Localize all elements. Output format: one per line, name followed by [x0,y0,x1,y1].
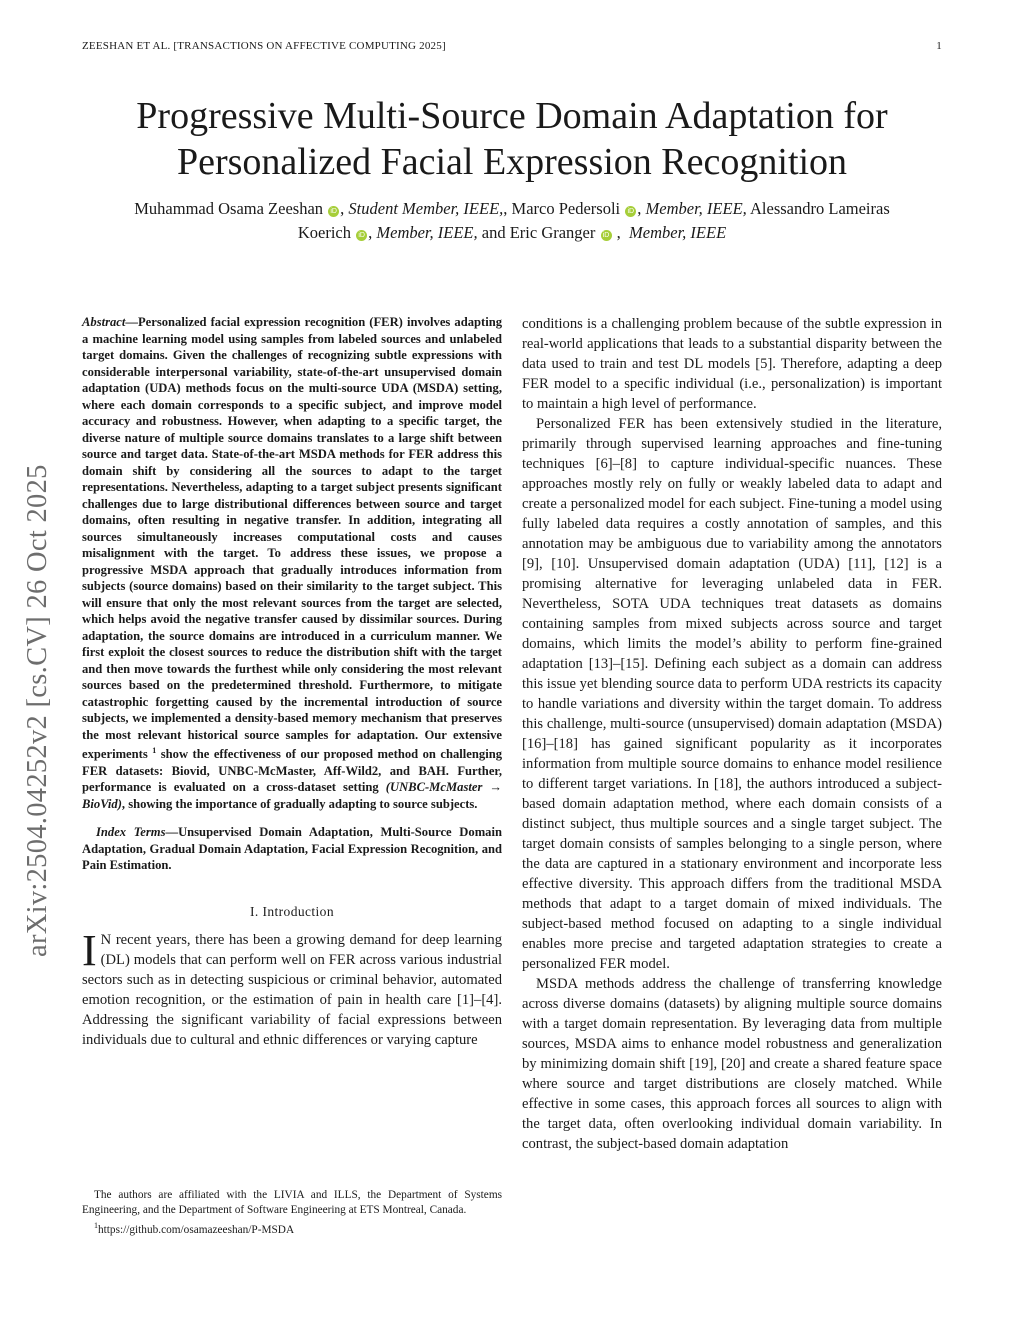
abstract-text: —Personalized facial expression recognition (FER) involves adapting a machine learning model using samples from labeled sources and unlabeled target domains. Given the challenges of recognizing subtle expressions with considerable interpersonal variability, state-of-the-art unsupervised domain adaptation (UDA) methods focus on the multi-source UDA (MSDA) setting, where each domain corresponds to a specific subject, and improve model accuracy and robustness. However, when adapting to a specific target, the diverse nature of multiple source domains translates to a large shift between source and target data. State-of-the-art MSDA methods for FER address this domain shift by considering all the sources to adapt to the target representations. Nevertheless, adapting to a target subject presents significant challenges due to large distributional differences between source and target domains, often resulting in negative transfer. In addition, integrating all sources simultaneously increases computational costs and causes misalignment with the target. To address these issues, we propose a progressive MSDA approach that gradually introduces information from subjects (source domains) based on their similarity to the target subject. This will ensure that only the most relevant sources from the target are selected, which helps avoid the negative transfer caused by dissimilar sources. During adaptation, the source domains are introduced in a curriculum manner. We first exploit the closest sources to reduce the distribution shift with the target and then move towards the furthest while only considering the most relevant sources based on the predetermined threshold. Furthermore, to mitigate catastrophic forgetting caused by the incremental introduction of source subjects, we implemented a density-based memory mechanism that preserves the most relevant historical source samples for adaptation. Our extensive experiments [82,315,502,762]
author-name-2: Marco Pedersoli [511,199,621,218]
footnote-url[interactable]: https://github.com/osamazeeshan/P-MSDA [98,1223,295,1236]
index-terms-label: Index Terms [96,825,166,840]
page-number: 1 [936,40,942,52]
author-conjunction: and [481,223,506,242]
footnote-mark: 1 [94,1221,98,1230]
intro-paragraph-1 [82,925,503,1050]
author-list [60,197,964,245]
footnote-code-link[interactable] [82,1218,502,1238]
right-column [522,314,942,1154]
arxiv-stamp: arXiv:2504.04252v2 [cs.CV] 26 Oct 2025 [22,464,53,957]
footnotes [82,1188,502,1238]
abstract-label: Abstract [82,315,126,329]
title-line-1: Progressive Multi-Source Domain Adaptation for [136,95,888,137]
footnote-marker[interactable]: 1 [152,746,157,755]
orcid-icon[interactable]: iD [328,206,339,217]
running-head: ZEESHAN ET AL. [TRANSACTIONS ON AFFECTIVE COMPUTING 2025] [82,40,446,52]
author-line-2: Koerich iD , Member, IEEE, and Eric Granger iD , Member, IEEE [297,223,727,242]
author-name-4: Eric Granger [509,223,596,242]
intro-text-1: there has been a growing demand for deep learning (DL) models that can perform well on FER across various industrial sectors such as in detecting suspicious or criminal behavior, automated emotion recognition, or the estimation of pain in health care [1]–[4]. Addressing the significant variability of facial expressions between individuals due to cultural and ethnic differences or varying capture [82,931,503,1048]
intro-paragraph-3: MSDA methods address the challenge of transferring knowledge across diverse domains (datasets) by aligning multiple source domains with a target domain representation. By leveraging data from multiple sources, MSDA aims to enhance model robustness and generalization by minimizing domain shift [19], [20] and create a shared feature space where source and target distributions are closely matched. While effective in some cases, this approach forces all sources to align with the target data, often overlooking individual domain variability. In contrast, the subject-based domain adaptation [522,976,942,1152]
cross-dataset-setting: (UNBC-McMaster → BioVid) [82,780,502,811]
author-line-1: Muhammad Osama Zeeshan iD , Student Member, IEEE,, Marco Pedersoli iD , Member, IEEE, Alessandro Lameiras [134,199,890,218]
author-role-3: Member, IEEE, [376,223,478,242]
orcid-icon[interactable]: iD [601,230,612,241]
author-name-1: Muhammad Osama Zeeshan [134,199,324,218]
index-terms [82,824,502,874]
drop-cap: I [82,925,97,975]
author-role-2: Member, IEEE, [645,199,747,218]
intro-lead: N recent years, [100,931,191,948]
section-heading-introduction: I. Introduction [250,903,334,919]
orcid-icon[interactable]: iD [625,206,636,217]
author-name-3-part1: Alessandro Lameiras [750,199,890,218]
author-role-4: Member, IEEE [629,223,727,242]
abstract-text-3: , showing the importance of gradually adapting to source subjects. [121,796,478,811]
intro-paragraph-1-continued: conditions is a challenging problem because of the subtle expression in real-world applications that leads to a substantial disparity between the data used to train and test DL models [5]. Therefore, adapting a deep FER model to a specific individual (i.e., personalization) is important to maintain a high level of performance. [522,316,942,412]
author-role-1: Student Member, IEEE, [348,199,504,218]
abstract [82,314,502,812]
footnote-affiliation: The authors are affiliated with the LIVIA and ILLS, the Department of Systems Engineering, and the Department of Software Engineering at ETS Montreal, Canada. [82,1189,502,1216]
abstract-text-2: show the effectiveness of our proposed method on challenging FER datasets: Biovid, UNBC-McMaster, Aff-Wild2, and BAH. Further, performance is evaluated on a cross-dataset setting [82,747,502,795]
left-column [82,314,502,1050]
paper-title [60,93,964,185]
intro-paragraph-2: Personalized FER has been extensively studied in the literature, primarily through supervised learning approaches and fine-tuning techniques [6]–[8] to capture individual-specific nuances. These approaches mostly rely on fully or weakly labeled data to adapt and create a personalized model for each subject. Fine-tuning a model using fully labeled data requires a costly annotation of samples, and this annotation may be ambiguous due to variability among the annotators [9], [10]. Unsupervised domain adaptation (UDA) [11], [12] is a promising alternative for leveraging unlabeled data in FER. Nevertheless, SOTA UDA techniques treat datasets as domains containing samples from mixed subjects across source and target domains, which limits the model’s ability to perform fine-grained adaptation [13]–[15]. Defining each subject as a domain can address this issue yet blending source data to perform UDA restricts its capacity to handle variations and diversity within the target domain. To address this challenge, multi-source (unsupervised) domain adaptation (MSDA) [16]–[18] has gained significant popularity as it incorporates information from multiple source domains to enhance model resilience to different target variations. In [18], the authors introduced a subject-based domain adaptation method, where each domain consists of a distinct subject, thus multiple sources and a single target subject. The target domain consists of samples belonging to a single person, where the data are captured in a stationary environment and incorporate less effective diversity. This approach differs from the traditional MSDA methods that adapt to a target domain of mixed individuals. The subject-based method focused on adapting to a single individual enables more precise and targeted adaptation strategies to create a personalized FER model. [522,416,942,972]
orcid-icon[interactable]: iD [356,230,367,241]
title-line-2: Personalized Facial Expression Recognition [176,141,848,183]
author-name-3-part2: Koerich [297,223,351,242]
index-terms-text: —Unsupervised Domain Adaptation, Multi-Source Domain Adaptation, Gradual Domain Adaptation, Facial Expression Recognition, and Pain Estimation. [82,825,502,873]
